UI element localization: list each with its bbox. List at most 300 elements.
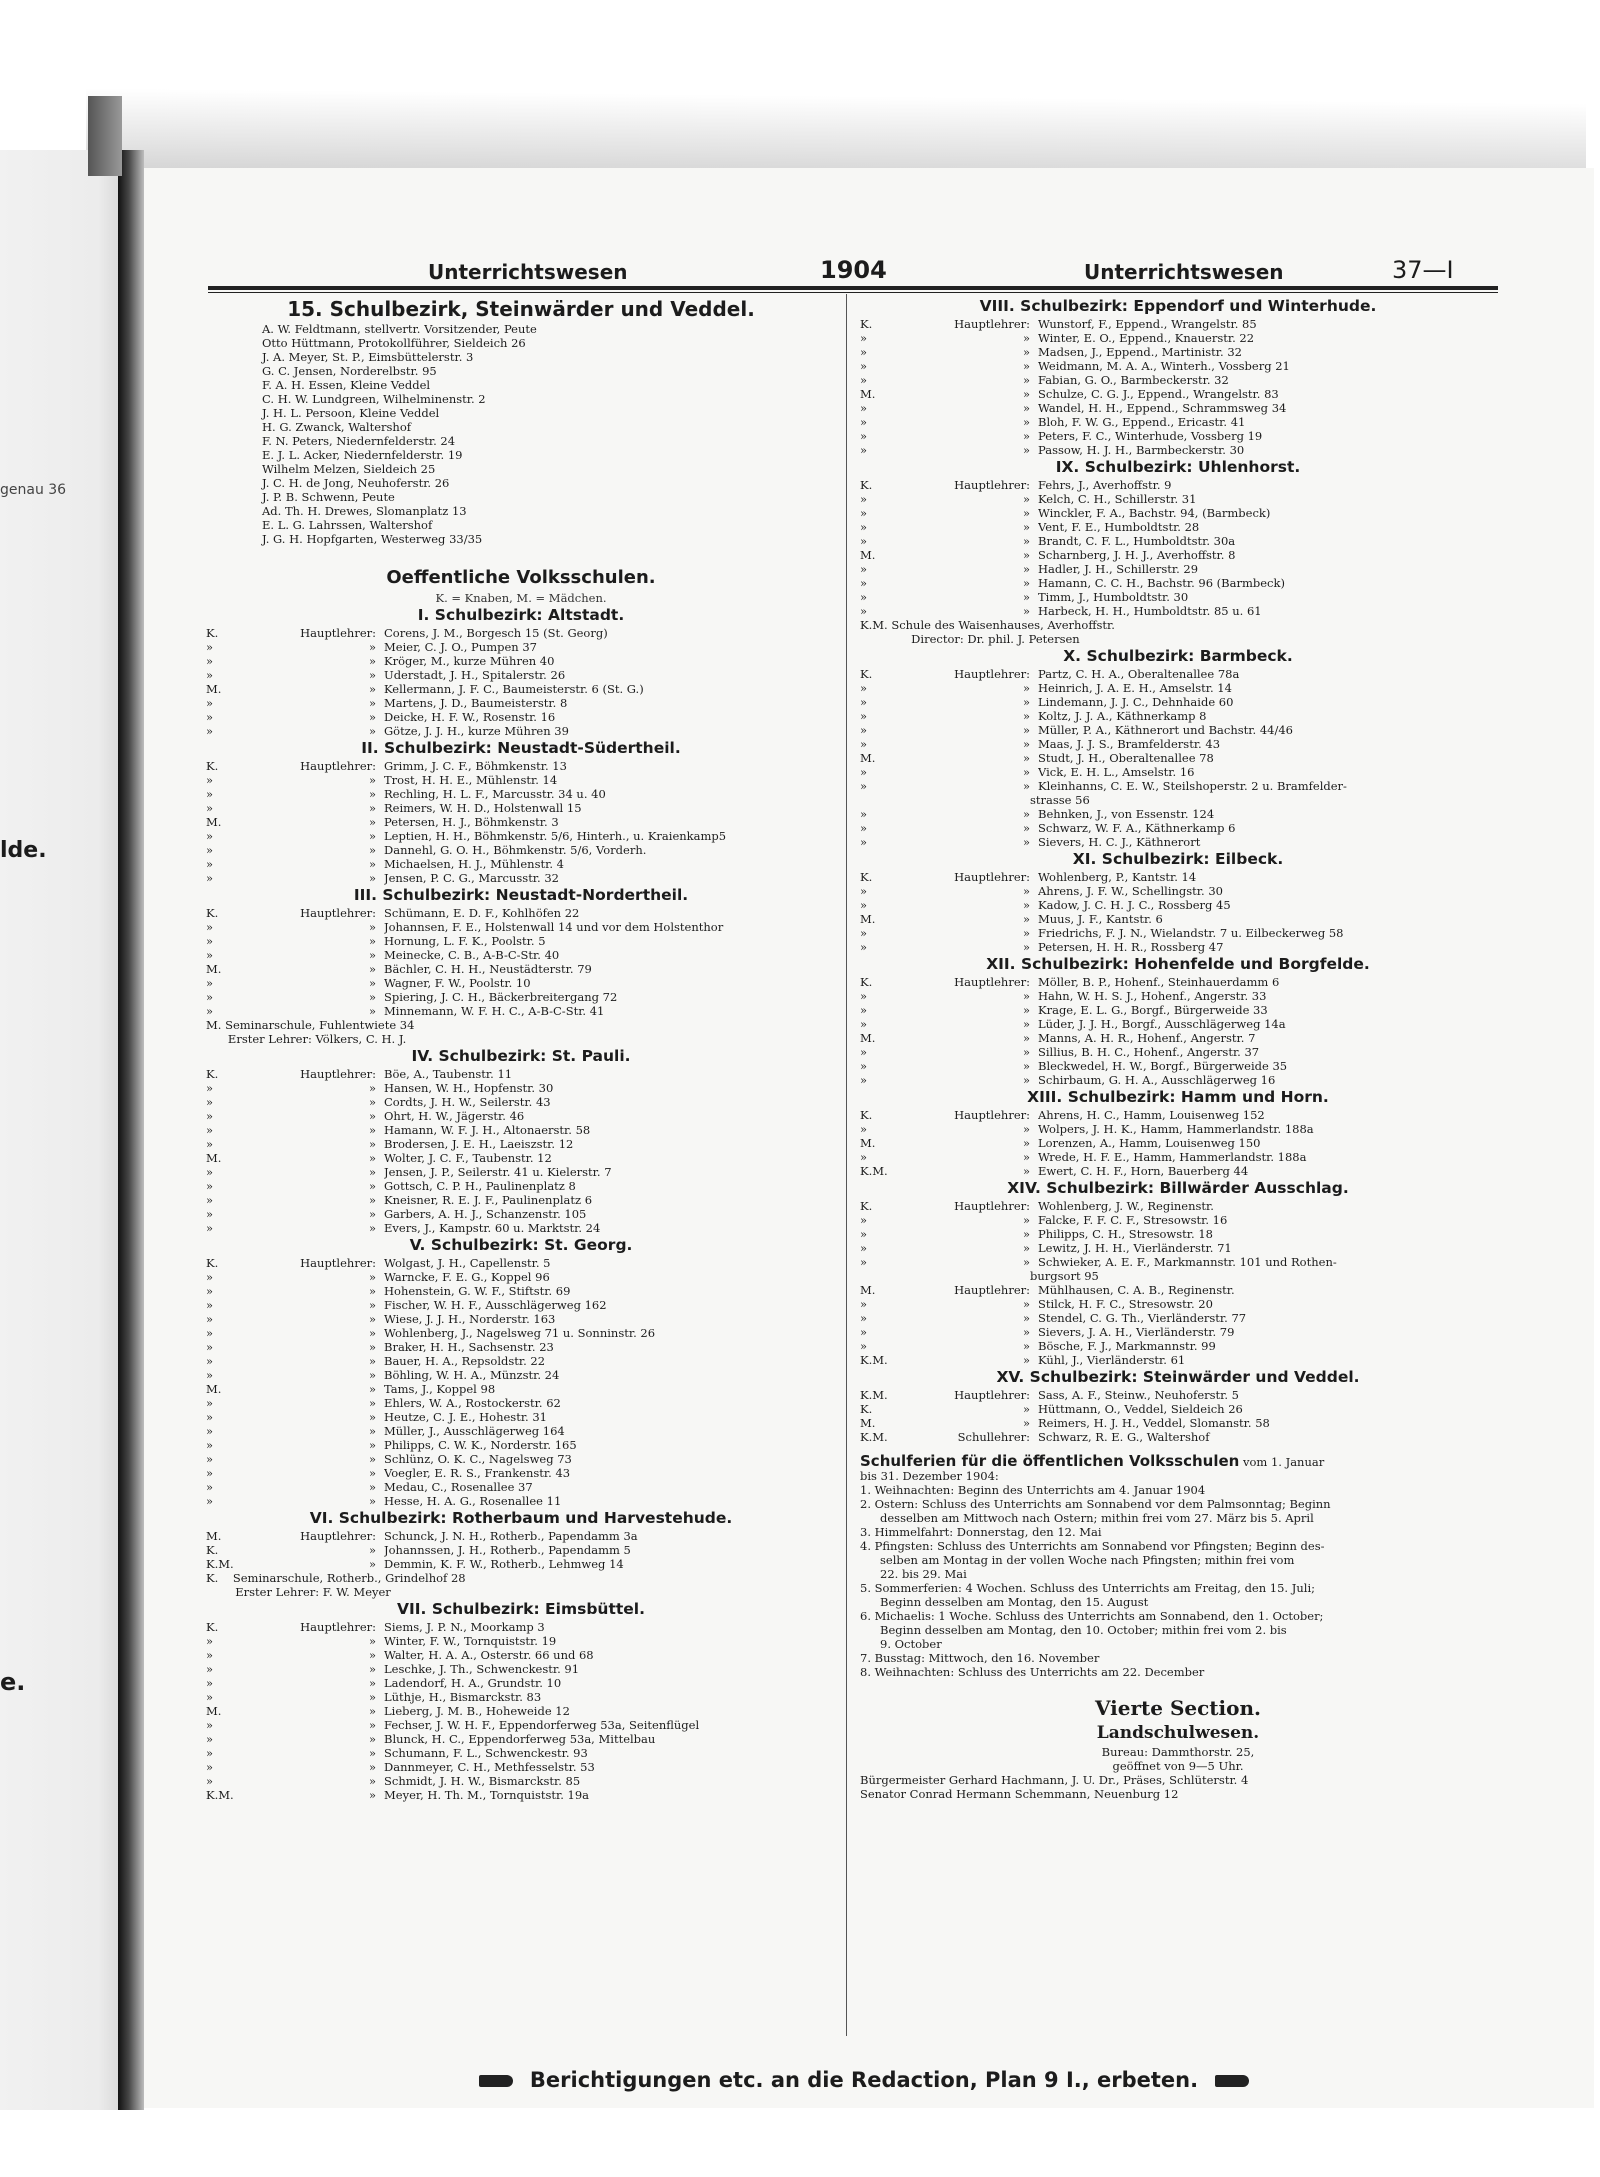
gender-marker: » [206, 1326, 214, 1340]
gender-marker: » [206, 1466, 214, 1480]
holiday-item: 8. Weihnachten: Schluss des Unterrichts am 22. December [860, 1665, 1205, 1679]
teacher-address: Uderstadt, J. H., Spitalerstr. 26 [384, 668, 566, 682]
teacher-address: Hesse, H. A. G., Rosenallee 11 [384, 1494, 562, 1508]
teacher-entry [860, 807, 1496, 821]
teacher-address: Voegler, E. R. S., Frankenstr. 43 [384, 1466, 571, 1480]
gender-marker: » [860, 534, 868, 548]
teacher-entry [206, 1109, 836, 1123]
teacher-address: Lüder, J. J. H., Borgf., Ausschlägerweg 14a [1038, 1017, 1286, 1031]
teacher-entry [860, 821, 1496, 835]
role-label: Hauptlehrer: [954, 975, 1030, 989]
teacher-entry [206, 1543, 836, 1557]
role-label: » [368, 1207, 376, 1221]
role-label: » [368, 773, 376, 787]
role-label: » [368, 990, 376, 1004]
gender-marker: » [206, 1354, 214, 1368]
teacher-address: Götze, J. J. H., kurze Mühren 39 [384, 724, 569, 738]
teacher-entry [860, 870, 1496, 884]
role-label: » [368, 1081, 376, 1095]
teacher-entry [860, 723, 1496, 737]
role-label: » [368, 1221, 376, 1235]
gender-marker: K. [860, 1402, 873, 1416]
teacher-entry [860, 1402, 1496, 1416]
running-head-year: 1904 [820, 256, 887, 284]
teacher-address: Jensen, P. C. G., Marcusstr. 32 [384, 871, 559, 885]
teacher-address: Sievers, H. C. J., Käthnerort [1038, 835, 1201, 849]
gender-marker: » [206, 1760, 214, 1774]
teacher-entry [206, 1648, 836, 1662]
gender-marker: K. [206, 906, 219, 920]
teacher-entry [860, 429, 1496, 443]
teacher-address: Lorenzen, A., Hamm, Louisenweg 150 [1038, 1136, 1261, 1150]
role-label: » [1022, 401, 1030, 415]
teacher-entry [206, 1704, 836, 1718]
gender-marker: » [860, 1325, 868, 1339]
right-column [860, 296, 1496, 1801]
teacher-entry [206, 710, 836, 724]
teacher-address: Hornung, L. F. K., Poolstr. 5 [384, 934, 546, 948]
gender-marker: » [860, 765, 868, 779]
teacher-address: Wandel, H. H., Eppend., Schrammsweg 34 [1038, 401, 1287, 415]
section-title: II. Schulbezirk: Neustadt-Südertheil. [361, 739, 681, 757]
teacher-entry [206, 1676, 836, 1690]
teacher-address: Kelch, C. H., Schillerstr. 31 [1038, 492, 1197, 506]
teacher-address: Johannssen, J. H., Rotherb., Papendamm 5 [384, 1543, 631, 1557]
left-column [206, 296, 836, 1802]
teacher-address: Bauer, H. A., Repsoldstr. 22 [384, 1354, 546, 1368]
role-label: Hauptlehrer: [300, 759, 376, 773]
role-label: » [1022, 898, 1030, 912]
teacher-entry [206, 1368, 836, 1382]
role-label: » [368, 1557, 376, 1571]
holiday-item-continuation: desselben am Mittwoch nach Ostern; mithin frei vom 27. März bis 5. April [880, 1511, 1314, 1525]
section-title: IV. Schulbezirk: St. Pauli. [411, 1047, 631, 1065]
role-label: » [1022, 373, 1030, 387]
teacher-address: Kleinhanns, C. E. W., Steilshoperstr. 2 u. Bramfelder- [1038, 779, 1347, 793]
section-title: VIII. Schulbezirk: Eppendorf und Winterhude. [979, 297, 1377, 315]
role-label: » [368, 962, 376, 976]
role-label: » [1022, 940, 1030, 954]
teacher-entry [860, 1164, 1496, 1178]
role-label: » [1022, 681, 1030, 695]
role-label: » [1022, 562, 1030, 576]
teacher-entry [860, 1108, 1496, 1122]
member-line: J. G. H. Hopfgarten, Westerweg 33/35 [262, 532, 483, 546]
member-line: H. G. Zwanck, Waltershof [262, 420, 412, 434]
teacher-address: Kadow, J. C. H. J. C., Rossberg 45 [1038, 898, 1231, 912]
teacher-address: Scharnberg, J. H. J., Averhoffstr. 8 [1038, 548, 1236, 562]
teacher-address: Ewert, C. H. F., Horn, Bauerberg 44 [1038, 1164, 1249, 1178]
holidays-title-rest: vom 1. Januar [1242, 1455, 1325, 1469]
gender-marker: » [206, 934, 214, 948]
holiday-item-continuation: Beginn desselben am Montag, den 10. October; mithin frei vom 2. bis [880, 1623, 1287, 1637]
teacher-address: Ohrt, H. W., Jägerstr. 46 [384, 1109, 525, 1123]
teacher-entry [860, 1325, 1496, 1339]
gender-marker: » [206, 976, 214, 990]
holiday-item: 2. Ostern: Schluss des Unterrichts am Sonnabend vor dem Palmsonntag; Beginn [860, 1497, 1331, 1511]
role-label: Hauptlehrer: [300, 1529, 376, 1543]
teacher-address: Fehrs, J., Averhoffstr. 9 [1038, 478, 1172, 492]
document-page [144, 168, 1594, 2108]
teacher-address: Deicke, H. F. W., Rosenstr. 16 [384, 710, 556, 724]
gender-marker: M. [206, 815, 222, 829]
section-title: 15. Schulbezirk, Steinwärder und Veddel. [287, 297, 755, 321]
section-title: XII. Schulbezirk: Hohenfelde und Borgfelde. [986, 955, 1370, 973]
teacher-address: Böe, A., Taubenstr. 11 [384, 1067, 513, 1081]
teacher-address: Brandt, C. F. L., Humboldtstr. 30a [1038, 534, 1236, 548]
gender-marker: » [860, 1059, 868, 1073]
teacher-address: Vick, E. H. L., Amselstr. 16 [1038, 765, 1195, 779]
holidays-title: Schulferien für die öffentlichen Volksschulen [860, 1452, 1240, 1470]
school-line: K. Seminarschule, Rotherb., Grindelhof 28 [206, 1571, 466, 1585]
teacher-entry [206, 1662, 836, 1676]
teacher-entry [206, 1424, 836, 1438]
role-label: » [368, 1774, 376, 1788]
role-label: » [368, 801, 376, 815]
gender-marker: » [860, 373, 868, 387]
holiday-item-continuation: 9. October [880, 1637, 942, 1651]
entry-continuation: strasse 56 [1030, 793, 1090, 807]
teacher-address: Manns, A. H. R., Hohenf., Angerstr. 7 [1038, 1031, 1256, 1045]
teacher-entry [206, 1081, 836, 1095]
teacher-address: Schlünz, O. K. C., Nagelsweg 73 [384, 1452, 572, 1466]
teacher-entry [860, 548, 1496, 562]
gender-marker: M. [860, 387, 876, 401]
role-label: » [1022, 1297, 1030, 1311]
role-label: » [368, 787, 376, 801]
section-title: V. Schulbezirk: St. Georg. [409, 1236, 633, 1254]
teacher-entry [206, 976, 836, 990]
teacher-entry [860, 709, 1496, 723]
teacher-entry [206, 1557, 836, 1571]
teacher-address: Johannsen, F. E., Holstenwall 14 und vor dem Holstenthor [384, 920, 724, 934]
gender-marker: » [860, 359, 868, 373]
teacher-entry [206, 1480, 836, 1494]
gender-marker: » [860, 926, 868, 940]
gender-marker: » [860, 779, 868, 793]
gender-marker: » [206, 1480, 214, 1494]
gender-marker: » [206, 1179, 214, 1193]
gender-marker: » [860, 835, 868, 849]
teacher-entry [206, 1466, 836, 1480]
teacher-address: Minnemann, W. F. H. C., A-B-C-Str. 41 [384, 1004, 605, 1018]
teacher-entry [206, 1193, 836, 1207]
teacher-entry [860, 1199, 1496, 1213]
teacher-entry [206, 1207, 836, 1221]
role-label: Schullehrer: [957, 1430, 1030, 1444]
teacher-entry [860, 1059, 1496, 1073]
role-label: » [368, 1634, 376, 1648]
teacher-address: Müller, P. A., Käthnerort und Bachstr. 44/46 [1038, 723, 1293, 737]
teacher-address: Wohlenberg, J. W., Reginenstr. [1038, 1199, 1214, 1213]
teacher-address: Partz, C. H. A., Oberaltenallee 78a [1038, 667, 1240, 681]
role-label: » [1022, 709, 1030, 723]
teacher-entry [860, 1150, 1496, 1164]
gender-marker: » [206, 948, 214, 962]
teacher-entry [860, 912, 1496, 926]
role-label: » [1022, 1241, 1030, 1255]
teacher-address: Meyer, H. Th. M., Tornquiststr. 19a [384, 1788, 590, 1802]
teacher-entry [860, 478, 1496, 492]
teacher-address: Wunstorf, F., Eppend., Wrangelstr. 85 [1038, 317, 1257, 331]
teacher-address: Böhling, W. H. A., Münzstr. 24 [384, 1368, 560, 1382]
teacher-address: Michaelsen, H. J., Mühlenstr. 4 [384, 857, 564, 871]
gender-marker: » [860, 506, 868, 520]
gender-marker: » [860, 604, 868, 618]
teacher-entry [206, 1788, 836, 1802]
teacher-entry [860, 415, 1496, 429]
teacher-entry [206, 1732, 836, 1746]
role-label: Hauptlehrer: [954, 1199, 1030, 1213]
gender-marker: » [860, 590, 868, 604]
teacher-address: Martens, J. D., Baumeisterstr. 8 [384, 696, 568, 710]
member-line: F. N. Peters, Niedernfelderstr. 24 [262, 434, 456, 448]
teacher-entry [206, 1760, 836, 1774]
teacher-entry [860, 562, 1496, 576]
teacher-address: Winter, F. W., Tornquiststr. 19 [384, 1634, 557, 1648]
teacher-address: Kröger, M., kurze Mühren 40 [384, 654, 555, 668]
role-label: » [1022, 765, 1030, 779]
role-label: » [1022, 695, 1030, 709]
teacher-entry [860, 779, 1496, 793]
teacher-entry [206, 1004, 836, 1018]
teacher-entry [206, 773, 836, 787]
running-head-right: Unterrichtswesen [1084, 260, 1284, 284]
teacher-entry [206, 668, 836, 682]
role-label: » [368, 829, 376, 843]
teacher-entry [206, 1151, 836, 1165]
teacher-entry [206, 1396, 836, 1410]
member-line: A. W. Feldtmann, stellvertr. Vorsitzender, Peute [262, 322, 537, 336]
section-title: XV. Schulbezirk: Steinwärder und Veddel. [996, 1368, 1360, 1386]
gender-marker: » [860, 520, 868, 534]
role-label: » [1022, 1416, 1030, 1430]
role-label: » [1022, 1227, 1030, 1241]
teacher-entry [860, 667, 1496, 681]
teacher-address: Hahn, W. H. S. J., Hohenf., Angerstr. 33 [1038, 989, 1267, 1003]
section-title: X. Schulbezirk: Barmbeck. [1063, 647, 1293, 665]
teacher-entry [860, 681, 1496, 695]
role-label: » [368, 871, 376, 885]
role-label: » [368, 640, 376, 654]
teacher-address: Bloh, F. W. G., Eppend., Ericastr. 41 [1038, 415, 1246, 429]
role-label: » [368, 654, 376, 668]
role-label: » [1022, 1213, 1030, 1227]
teacher-entry [860, 1017, 1496, 1031]
teacher-address: Heutze, C. J. E., Hohestr. 31 [384, 1410, 547, 1424]
teacher-entry [206, 1690, 836, 1704]
holiday-item: 1. Weihnachten: Beginn des Unterrichts am 4. Januar 1904 [860, 1483, 1206, 1497]
role-label: » [1022, 1122, 1030, 1136]
gender-marker: M. [206, 682, 222, 696]
teacher-address: Stilck, H. F. C., Stresowstr. 20 [1038, 1297, 1213, 1311]
teacher-address: Fischer, W. H. F., Ausschlägerweg 162 [384, 1298, 607, 1312]
teacher-address: Schmidt, J. H. W., Bismarckstr. 85 [384, 1774, 581, 1788]
school-line: Erster Lehrer: F. W. Meyer [206, 1585, 391, 1599]
teacher-entry [860, 534, 1496, 548]
gender-marker: » [206, 1298, 214, 1312]
gender-marker: » [206, 1095, 214, 1109]
gender-marker: K.M. [206, 1557, 234, 1571]
role-label: Hauptlehrer: [300, 1620, 376, 1634]
gender-marker: » [206, 1207, 214, 1221]
teacher-entry [860, 1283, 1496, 1297]
role-label: Hauptlehrer: [954, 317, 1030, 331]
role-label: » [1022, 387, 1030, 401]
teacher-entry [206, 1095, 836, 1109]
pointing-hand-icon [479, 2075, 513, 2087]
role-label: » [1022, 926, 1030, 940]
teacher-address: Kellermann, J. F. C., Baumeisterstr. 6 (St. G.) [384, 682, 644, 696]
gender-marker: » [860, 821, 868, 835]
teacher-entry [860, 1388, 1496, 1402]
role-label: » [1022, 443, 1030, 457]
teacher-entry [206, 1410, 836, 1424]
left-page-fragment: e. [0, 1668, 26, 1696]
gender-marker: » [860, 1227, 868, 1241]
teacher-entry [860, 926, 1496, 940]
teacher-address: Demmin, K. F. W., Rotherb., Lehmweg 14 [384, 1557, 624, 1571]
teacher-entry [206, 759, 836, 773]
teacher-entry [206, 787, 836, 801]
teacher-entry [206, 1179, 836, 1193]
teacher-entry [860, 506, 1496, 520]
role-label: » [1022, 415, 1030, 429]
role-label: » [368, 1312, 376, 1326]
section-title: IX. Schulbezirk: Uhlenhorst. [1055, 458, 1301, 476]
teacher-entry [206, 857, 836, 871]
gender-marker: » [860, 576, 868, 590]
role-label: » [368, 934, 376, 948]
teacher-address: Braker, H. H., Sachsenstr. 23 [384, 1340, 554, 1354]
gender-marker: » [860, 723, 868, 737]
teacher-entry [206, 696, 836, 710]
role-label: » [1022, 1311, 1030, 1325]
teacher-address: Gottsch, C. P. H., Paulinenplatz 8 [384, 1179, 576, 1193]
role-label: » [1022, 779, 1030, 793]
gender-marker: M. [860, 1136, 876, 1150]
gender-marker: » [860, 807, 868, 821]
role-label: » [1022, 1339, 1030, 1353]
gender-marker: » [206, 654, 214, 668]
school-line: M. Seminarschule, Fuhlentwiete 34 [206, 1018, 415, 1032]
section-title: Vierte Section. [1095, 1696, 1261, 1720]
role-label: » [368, 1284, 376, 1298]
teacher-address: Leschke, J. Th., Schwenckestr. 91 [384, 1662, 580, 1676]
gender-marker: » [206, 1746, 214, 1760]
teacher-entry [206, 1746, 836, 1760]
member-line: G. C. Jensen, Norderelbstr. 95 [262, 364, 437, 378]
teacher-address: Cordts, J. H. W., Seilerstr. 43 [384, 1095, 551, 1109]
teacher-entry [206, 948, 836, 962]
fourth-section [860, 1695, 1496, 1801]
role-label: » [1022, 604, 1030, 618]
teacher-entry [860, 443, 1496, 457]
gender-marker: M. [206, 1529, 222, 1543]
teacher-address: Leptien, H. H., Böhmkenstr. 5/6, Hinterh., u. Kraienkamp5 [384, 829, 727, 843]
role-label: » [368, 1452, 376, 1466]
role-label: » [368, 1788, 376, 1802]
gender-marker: » [860, 989, 868, 1003]
role-label: » [368, 1746, 376, 1760]
teacher-address: Behnken, J., von Essenstr. 124 [1038, 807, 1215, 821]
teacher-entry [206, 801, 836, 815]
teacher-address: Kneisner, R. E. J. F., Paulinenplatz 6 [384, 1193, 593, 1207]
teacher-entry [860, 765, 1496, 779]
gender-marker: K. [206, 1620, 219, 1634]
teacher-entry [860, 898, 1496, 912]
gender-marker: » [206, 857, 214, 871]
role-label: » [1022, 821, 1030, 835]
gender-marker: » [206, 1662, 214, 1676]
teacher-entry [206, 724, 836, 738]
gender-marker: » [206, 1690, 214, 1704]
teacher-address: Fechser, J. W. H. F., Eppendorferweg 53a, Seitenflügel [384, 1718, 700, 1732]
teacher-address: Passow, H. J. H., Barmbeckerstr. 30 [1038, 443, 1245, 457]
gender-marker: K.M. [860, 1388, 888, 1402]
teacher-entry [860, 1003, 1496, 1017]
holidays-range: bis 31. Dezember 1904: [860, 1469, 999, 1483]
running-head [144, 246, 1594, 286]
teacher-address: Wolpers, J. H. K., Hamm, Hammerlandstr. 188a [1038, 1122, 1314, 1136]
role-label: » [1022, 359, 1030, 373]
teacher-entry [860, 345, 1496, 359]
role-label: Hauptlehrer: [300, 1256, 376, 1270]
gender-marker: » [206, 640, 214, 654]
role-label: » [368, 843, 376, 857]
role-label: » [368, 1410, 376, 1424]
teacher-entry [206, 1354, 836, 1368]
gender-marker: » [206, 1718, 214, 1732]
role-label: » [368, 1340, 376, 1354]
teacher-address: Harbeck, H. H., Humboldtstr. 85 u. 61 [1038, 604, 1262, 618]
gender-marker: M. [206, 1151, 222, 1165]
member-line: E. J. L. Acker, Niedernfelderstr. 19 [262, 448, 463, 462]
teacher-entry [206, 1298, 836, 1312]
gender-marker: » [860, 709, 868, 723]
gender-marker: M. [860, 1031, 876, 1045]
role-label: Hauptlehrer: [954, 870, 1030, 884]
office-hours: geöffnet von 9—5 Uhr. [1112, 1759, 1244, 1773]
teacher-entry [206, 843, 836, 857]
teacher-address: Bächler, C. H. H., Neustädterstr. 79 [384, 962, 592, 976]
role-label: » [1022, 331, 1030, 345]
gender-marker: » [860, 562, 868, 576]
holiday-item-continuation: 22. bis 29. Mai [880, 1567, 967, 1581]
role-label: » [368, 724, 376, 738]
role-label: Hauptlehrer: [300, 906, 376, 920]
gender-marker: » [206, 920, 214, 934]
teacher-address: Ladendorf, H. A., Grundstr. 10 [384, 1676, 562, 1690]
teacher-address: Schümann, E. D. F., Kohlhöfen 22 [384, 906, 580, 920]
gender-marker: » [860, 1297, 868, 1311]
teacher-entry [206, 906, 836, 920]
gender-marker: » [860, 429, 868, 443]
teacher-entry [206, 1340, 836, 1354]
teacher-entry [206, 654, 836, 668]
gender-marker: K. [206, 1256, 219, 1270]
teacher-address: Ahrens, H. C., Hamm, Louisenweg 152 [1038, 1108, 1265, 1122]
teacher-address: Friedrichs, F. J. N., Wielandstr. 7 u. Eilbeckerweg 58 [1038, 926, 1344, 940]
role-label: » [368, 1676, 376, 1690]
gender-marker: » [860, 1339, 868, 1353]
teacher-address: Sass, A. F., Steinw., Neuhoferstr. 5 [1038, 1388, 1240, 1402]
teacher-entry [860, 1353, 1496, 1367]
teacher-entry [860, 1031, 1496, 1045]
header-rule [208, 286, 1498, 290]
teacher-entry [206, 1165, 836, 1179]
role-label: » [1022, 1059, 1030, 1073]
